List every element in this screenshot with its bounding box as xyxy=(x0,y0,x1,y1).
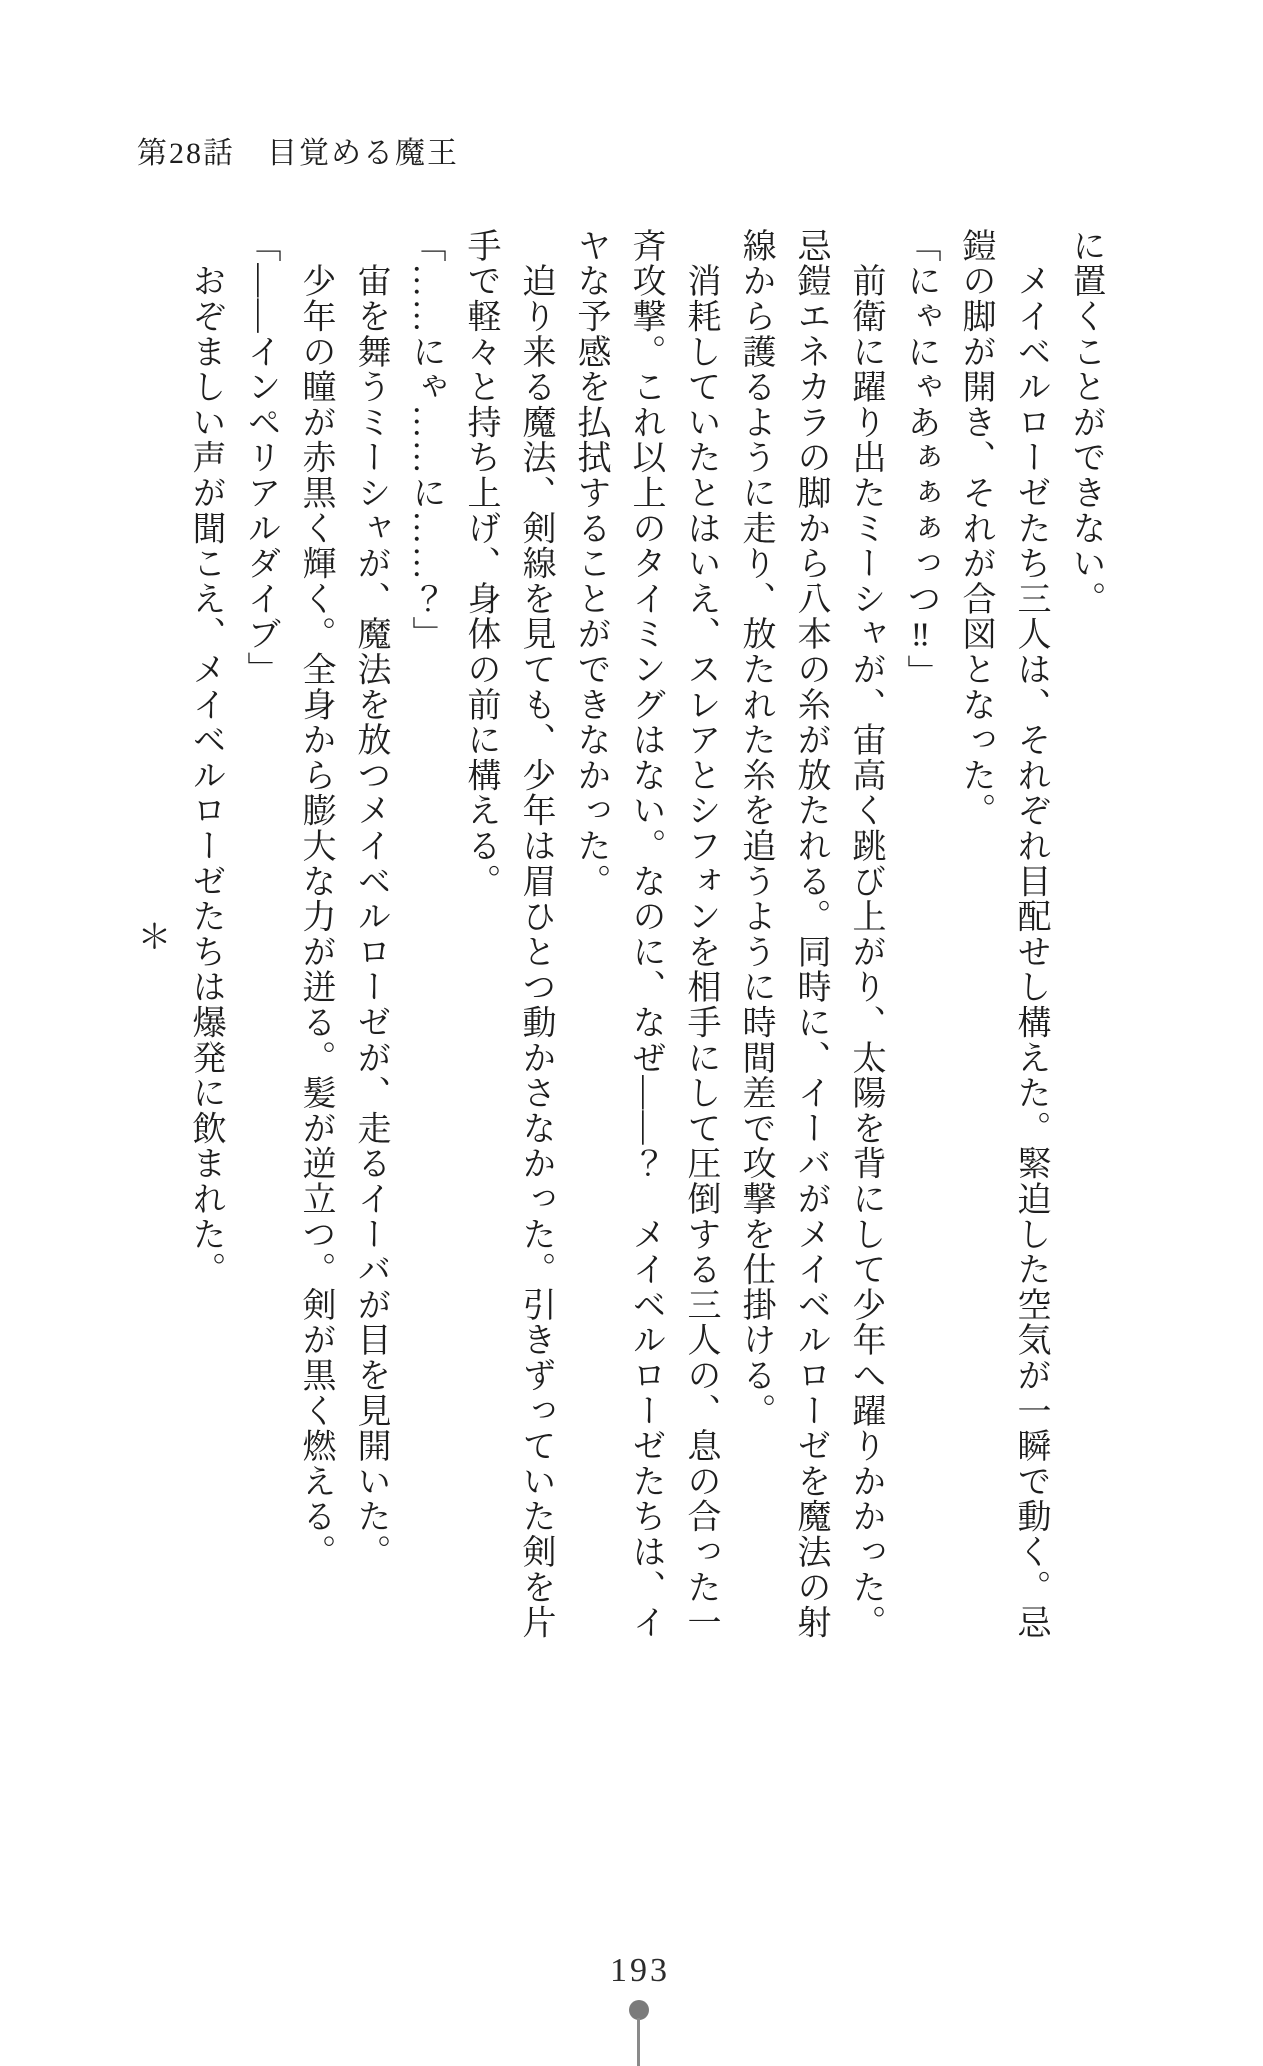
page-number: 193 xyxy=(610,1952,670,1989)
paragraph: に置くことができない。 xyxy=(1067,228,1104,617)
paragraph: メイベルローゼたち三人は、それぞれ目配せし構えた。緊迫した空気が一瞬で動く。忌鎧の脚が開き、それが合図となった。 xyxy=(957,228,1049,1640)
paragraph: 宙を舞うミーシャが、魔法を放つメイベルローゼが、走るイーバが目を見開いた。 xyxy=(352,228,389,1570)
paragraph: 少年の瞳が赤黒く輝く。全身から膨大な力が迸る。髪が逆立つ。剣が黒く燃える。 xyxy=(297,228,334,1570)
paragraph: おぞましい声が聞こえ、メイベルローゼたちは爆発に飲まれた。 xyxy=(187,228,224,1287)
bookmark-pin-circle-icon xyxy=(629,2000,649,2020)
chapter-header: 第28話 目覚める魔王 xyxy=(137,137,459,170)
paragraph: 消耗していたとはいえ、スレアとシフォンを相手にして圧倒する三人の、息の合った一斉攻撃。これ以上のタイミングはない。なのに、なぜ――？ メイベルローゼたちは、イヤな予感を払拭することができなかった。 xyxy=(572,228,719,1640)
paragraph: 「……にゃ……に……？」 xyxy=(407,228,444,652)
bookmark-pin-line xyxy=(637,2018,640,2066)
text-body xyxy=(123,228,1113,1644)
paragraph: 迫り来る魔法、剣線を見ても、少年は眉ひとつ動かさなかった。引きずっていた剣を片手で軽々と持ち上げ、身体の前に構える。 xyxy=(462,228,554,1640)
section-divider-asterisk: ＊ xyxy=(132,919,169,953)
paragraph: 前衛に躍り出たミーシャが、宙高く跳び上がり、太陽を背にして少年へ躍りかかった。忌鎧エネカラの脚から八本の糸が放たれる。同時に、イーバがメイベルローゼを魔法の射線から護るように走り、放たれた糸を追うように時間差で攻撃を仕掛ける。 xyxy=(737,228,884,1640)
paragraph: 「――インペリアルダイブ」 xyxy=(242,228,279,687)
paragraph: 「にゃにゃあぁぁぁっつ‼」 xyxy=(902,228,939,690)
